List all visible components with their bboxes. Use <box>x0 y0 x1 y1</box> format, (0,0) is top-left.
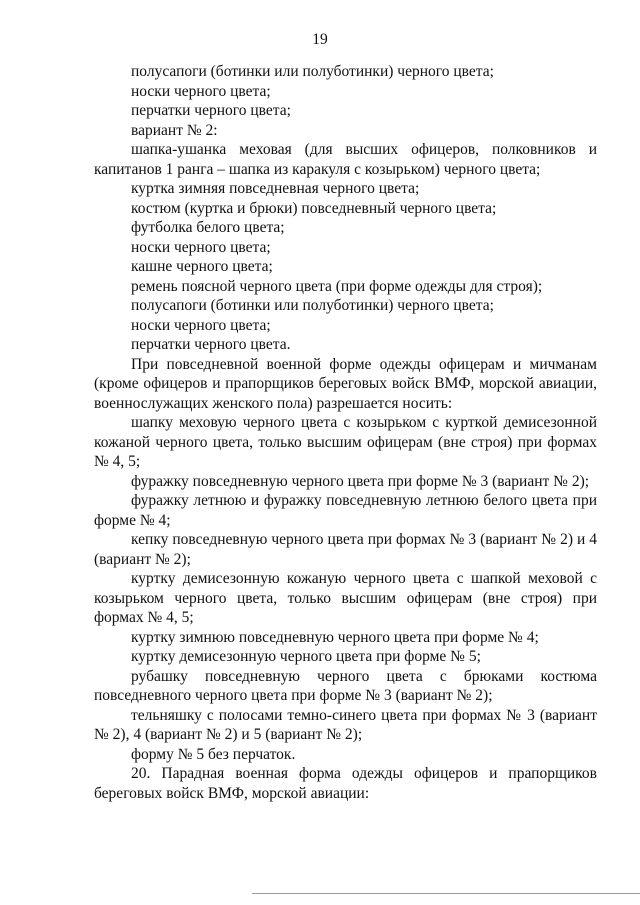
paragraph: ремень поясной черного цвета (при форме одежды для строя); <box>131 277 543 295</box>
paragraph: кашне черного цвета; <box>131 258 273 275</box>
paragraph: куртка зимняя повседневная черного цвета; <box>131 180 420 197</box>
paragraph: вариант № 2: <box>131 121 218 139</box>
paragraph: перчатки черного цвета; <box>131 102 291 119</box>
paragraph: куртку демисезонную черного цвета при форме № 5; <box>131 648 481 665</box>
paragraph: полусапоги (ботинки или полуботинки) черного цвета; <box>131 297 494 314</box>
paragraph: кепку повседневную черного цвета при формах № 3 (вариант № 2) и 4 (вариант № 2); <box>94 531 597 568</box>
paragraph: шапка-ушанка меховая (для высших офицеров, полковников и капитанов 1 ранга – шапка из каракуля с козырьком) черного цвета; <box>94 141 597 178</box>
page-number: 19 <box>312 31 328 48</box>
paragraph: тельняшку с полосами темно-синего цвета при формах № 3 (вариант № 2), 4 (вариант № 2) и 5 (вариант № 2); <box>94 706 597 743</box>
paragraph: футболка белого цвета; <box>131 219 285 236</box>
page-edge-line <box>252 893 640 894</box>
paragraph: носки черного цвета; <box>131 238 271 256</box>
paragraph: 20. Парадная военная форма одежды офицеров и прапорщиков береговых войск ВМФ, морской авиации: <box>94 765 597 802</box>
paragraph: костюм (куртка и брюки) повседневный черного цвета; <box>131 199 497 217</box>
paragraph: куртку демисезонную кожаную черного цвета с шапкой меховой с козырьком черного цвета, только высшим офицерам (вне строя) при формах № 4, 5; <box>94 570 597 626</box>
paragraph: При повседневной военной форме одежды офицерам и мичманам (кроме офицеров и прапорщиков береговых войск ВМФ, морской авиации, военнослужащих женского пола) разрешается носить: <box>94 355 597 412</box>
paragraph: носки черного цвета; <box>131 82 271 100</box>
paragraph: фуражку летнюю и фуражку повседневную летнюю белого цвета при форме № 4; <box>94 492 597 529</box>
paragraph: рубашку повседневную черного цвета с брюками костюма повседневного черного цвета при форме № 3 (вариант № 2); <box>94 667 597 704</box>
paragraph: перчатки черного цвета. <box>131 336 291 353</box>
paragraph: полусапоги (ботинки или полуботинки) черного цвета; <box>131 63 494 80</box>
paragraph: фуражку повседневную черного цвета при форме № 3 (вариант № 2); <box>131 472 590 490</box>
paragraph: носки черного цвета; <box>131 316 271 334</box>
paragraph: шапку меховую черного цвета с козырьком с курткой демисезонной кожаной черного цвета, только высшим офицерам (вне строя) при формах № 4, 5; <box>94 414 597 470</box>
document-body <box>94 62 597 803</box>
paragraph: куртку зимнюю повседневную черного цвета при форме № 4; <box>131 628 539 646</box>
paragraph: форму № 5 без перчаток. <box>131 745 296 763</box>
